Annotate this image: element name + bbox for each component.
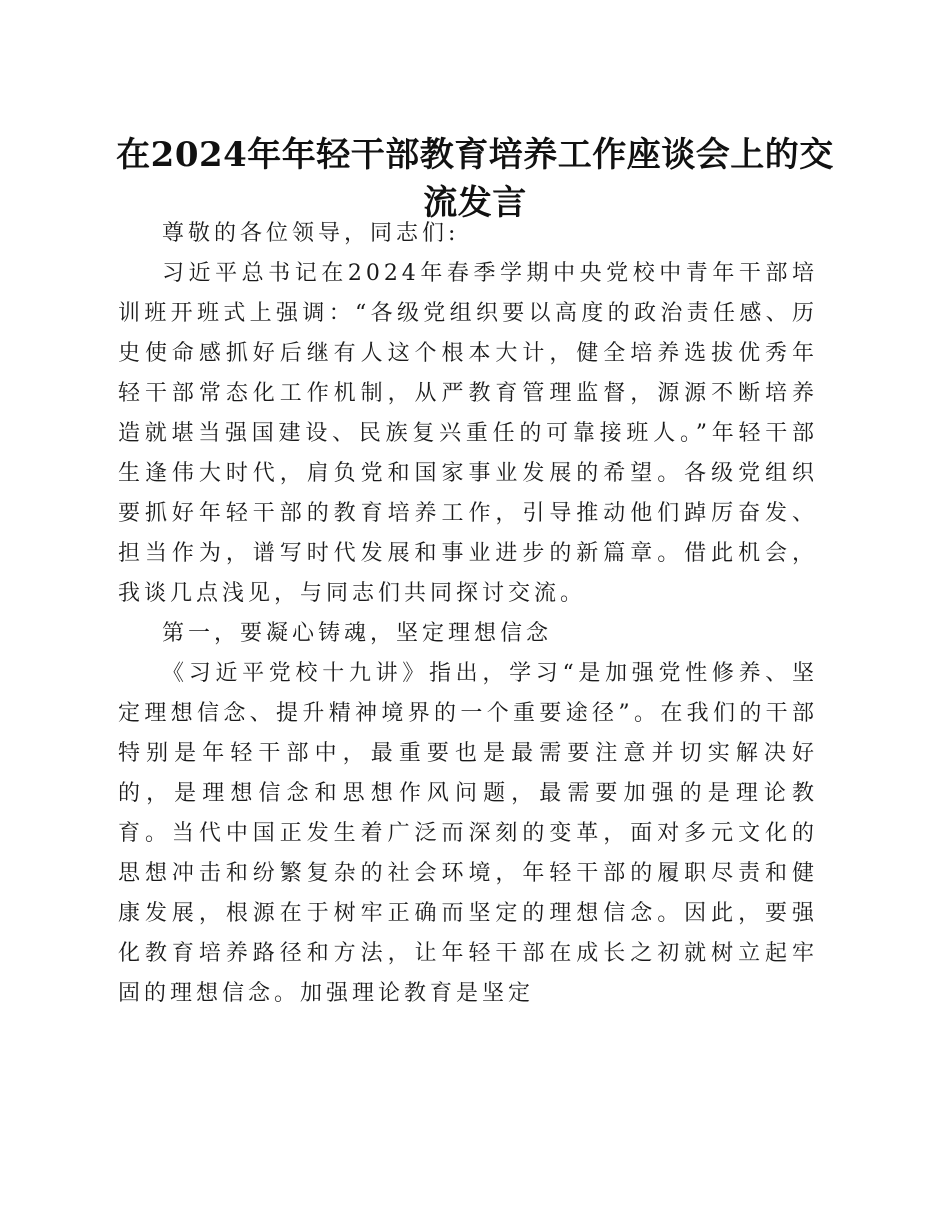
paragraph-2: 《习近平党校十九讲》指出，学习“是加强党性修养、坚定理想信念、提升精神境界的一个重要途径”。在我们的干部特别是年轻干部中，最重要也是最需要注意并切实解决好的，是理想信念和思想作风问题，最需要加强的是理论教育。当代中国正发生着广泛而深刻的变革，面对多元文化的思想冲击和纷繁复杂的社会环境，年轻干部的履职尽责和健康发展，根源在于树牢正确而坚定的理想信念。因此，要强化教育培养路径和方法，让年轻干部在成长之初就树立起牢固的理想信念。加强理论教育是坚定 [118, 661, 818, 1006]
document-body [118, 214, 818, 1014]
paragraph-1: 习近平总书记在2024年春季学期中央党校中青年干部培训班开班式上强调：“各级党组织要以高度的政治责任感、历史使命感抓好后继有人这个根本大计，健全培养选拔优秀年轻干部常态化工作机制，从严教育管理监督，源源不断培养造就堪当强国建设、民族复兴重任的可靠接班人。”年轻干部生逢伟大时代，肩负党和国家事业发展的希望。各级党组织要抓好年轻干部的教育培养工作，引导推动他们踔厉奋发、担当作为，谱写时代发展和事业进步的新篇章。借此机会，我谈几点浅见，与同志们共同探讨交流。 [118, 261, 818, 606]
document-title: 在2024年年轻干部教育培养工作座谈会上的交流发言 [116, 135, 834, 223]
greeting-paragraph: 尊敬的各位领导，同志们: [162, 221, 460, 246]
section-1-heading: 第一，要凝心铸魂，坚定理想信念 [162, 621, 553, 646]
